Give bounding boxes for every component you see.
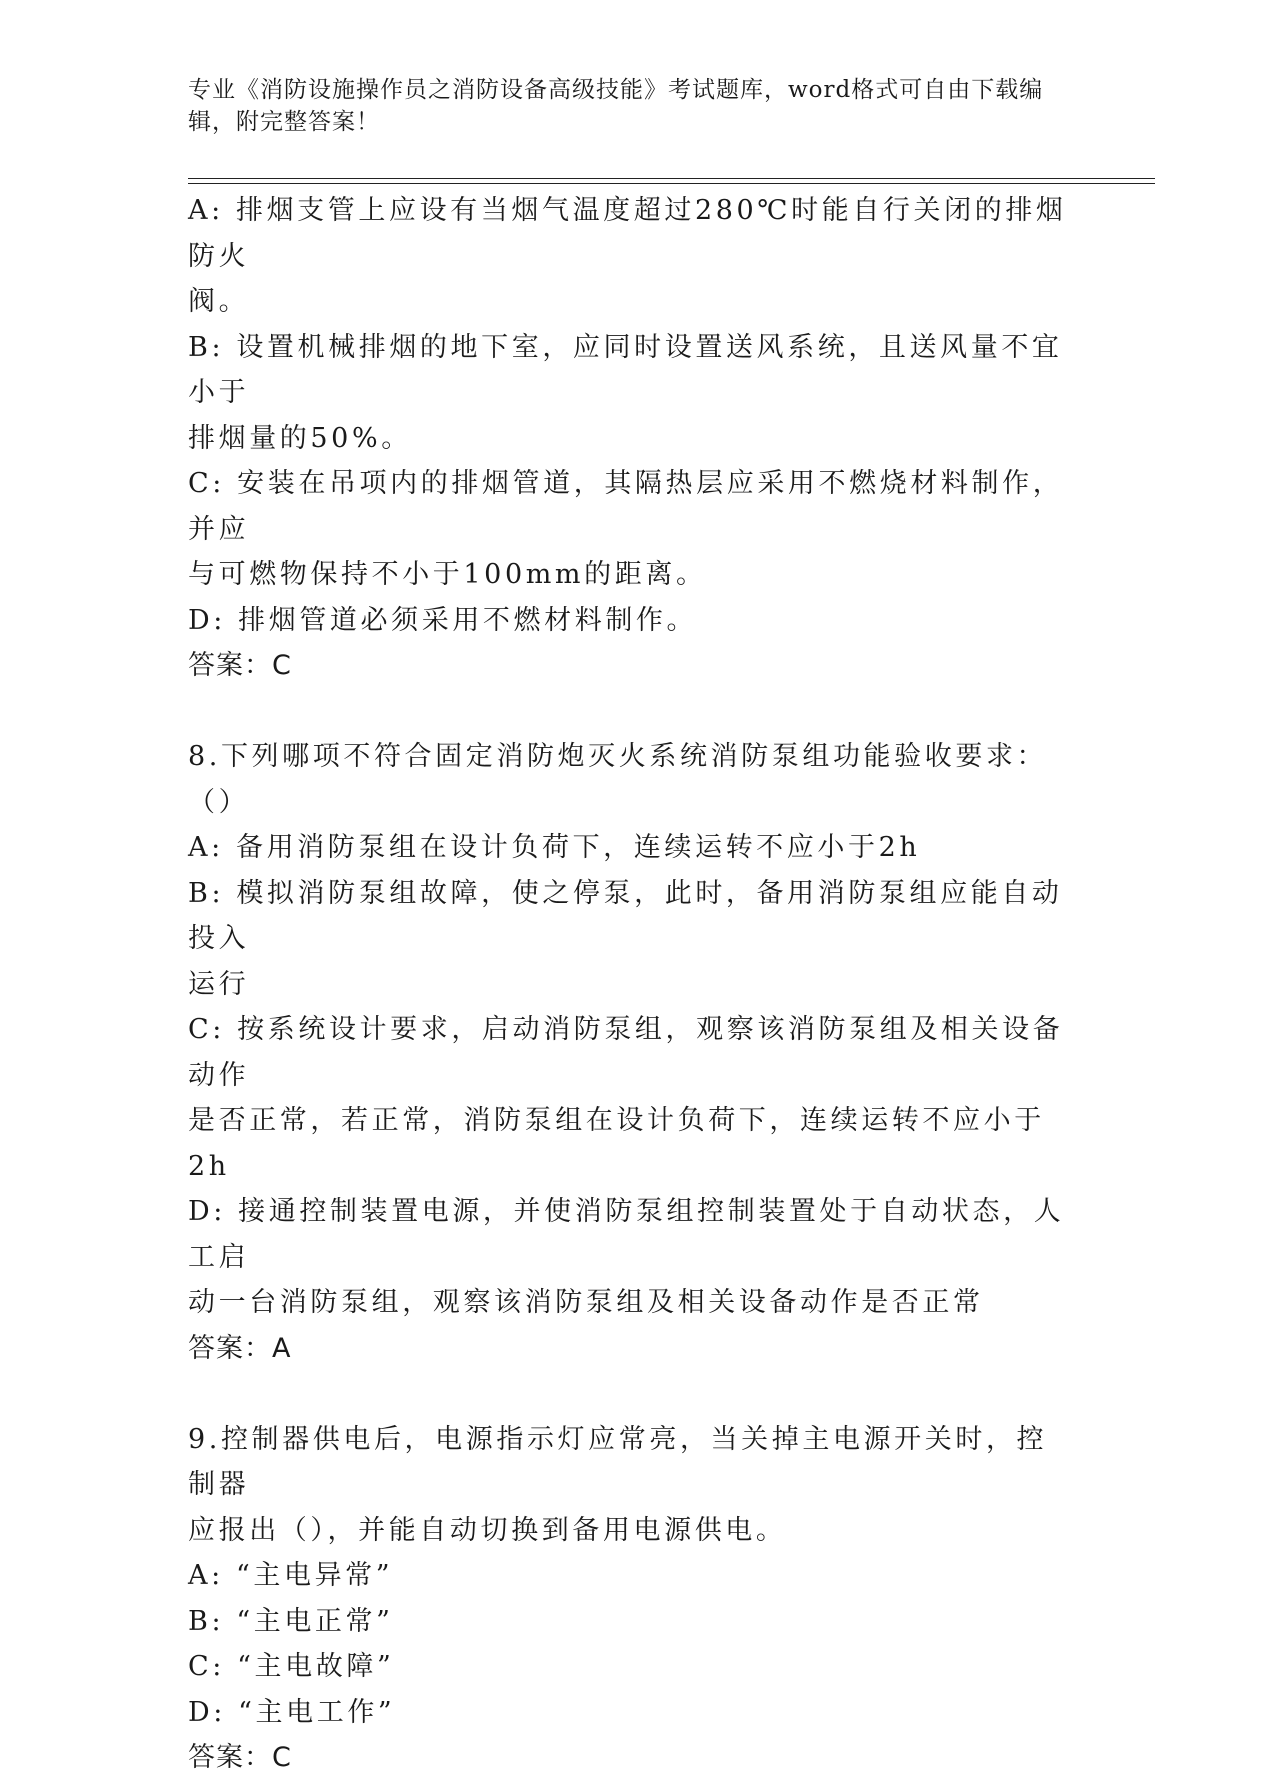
option-c-line-1: C: “主电故障”: [188, 1651, 395, 1682]
answer-line: 答案：C: [188, 1742, 292, 1773]
header-line-1: 专业《消防设施操作员之消防设备高级技能》考试题库，word格式可自由下载编: [188, 77, 1044, 103]
question-content: [188, 188, 1068, 1781]
option-a-line-1: A: “主电异常”: [188, 1560, 394, 1591]
option-c-line-2: 是否正常，若正常，消防泵组在设计负荷下，连续运转不应小于2h: [188, 1105, 1045, 1182]
question-text-line-2: 应报出（），并能自动切换到备用电源供电。: [188, 1514, 787, 1546]
option-b-line-2: 运行: [188, 968, 250, 1000]
page-header: [188, 74, 1068, 138]
answer-line: 答案：A: [188, 1332, 292, 1364]
option-d-line-2: 动一台消防泵组，观察该消防泵组及相关设备动作是否正常: [188, 1287, 984, 1318]
option-b-line-1: B: 模拟消防泵组故障，使之停泵，此时，备用消防泵组应能自动投入: [188, 877, 1063, 954]
option-b-line-1: B: “主电正常”: [188, 1605, 394, 1637]
answer-line: 答案：C: [188, 650, 292, 681]
question-8: [188, 734, 1068, 1371]
option-a-line-1: A: 排烟支管上应设有当烟气温度超过280℃时能自行关闭的排烟防火: [188, 195, 1067, 272]
question-text: 8.下列哪项不符合固定消防炮灭火系统消防泵组功能验收要求：（）: [188, 741, 1048, 818]
header-divider-top: [188, 178, 1155, 179]
option-c-line-2: 与可燃物保持不小于100mm的距离。: [188, 559, 707, 590]
option-a-line-2: 阀。: [188, 286, 250, 317]
question-7: [188, 188, 1068, 689]
option-c-line-1: C: 按系统设计要求，启动消防泵组，观察该消防泵组及相关设备动作: [188, 1014, 1064, 1091]
option-b-line-1: B: 设置机械排烟的地下室，应同时设置送风系统，且送风量不宜小于: [188, 331, 1063, 408]
option-c-line-1: C: 安装在吊项内的排烟管道，其隔热层应采用不燃烧材料制作，并应: [188, 468, 1064, 545]
option-d-line-1: D: “主电工作”: [188, 1696, 396, 1728]
question-9: [188, 1417, 1068, 1781]
header-divider-bottom: [188, 183, 1155, 184]
spacer: [188, 1371, 1068, 1417]
spacer: [188, 689, 1068, 735]
question-text-line-1: 9.控制器供电后，电源指示灯应常亮，当关掉主电源开关时，控制器: [188, 1423, 1048, 1500]
option-d-line-1: D: 接通控制装置电源，并使消防泵组控制装置处于自动状态，人工启: [188, 1196, 1065, 1273]
header-line-2: 辑，附完整答案！: [188, 109, 380, 135]
option-b-line-2: 排烟量的50%。: [188, 422, 412, 454]
option-a-line-1: A: 备用消防泵组在设计负荷下，连续运转不应小于2h: [188, 832, 921, 863]
option-d-line-1: D: 排烟管道必须采用不燃材料制作。: [188, 604, 698, 636]
